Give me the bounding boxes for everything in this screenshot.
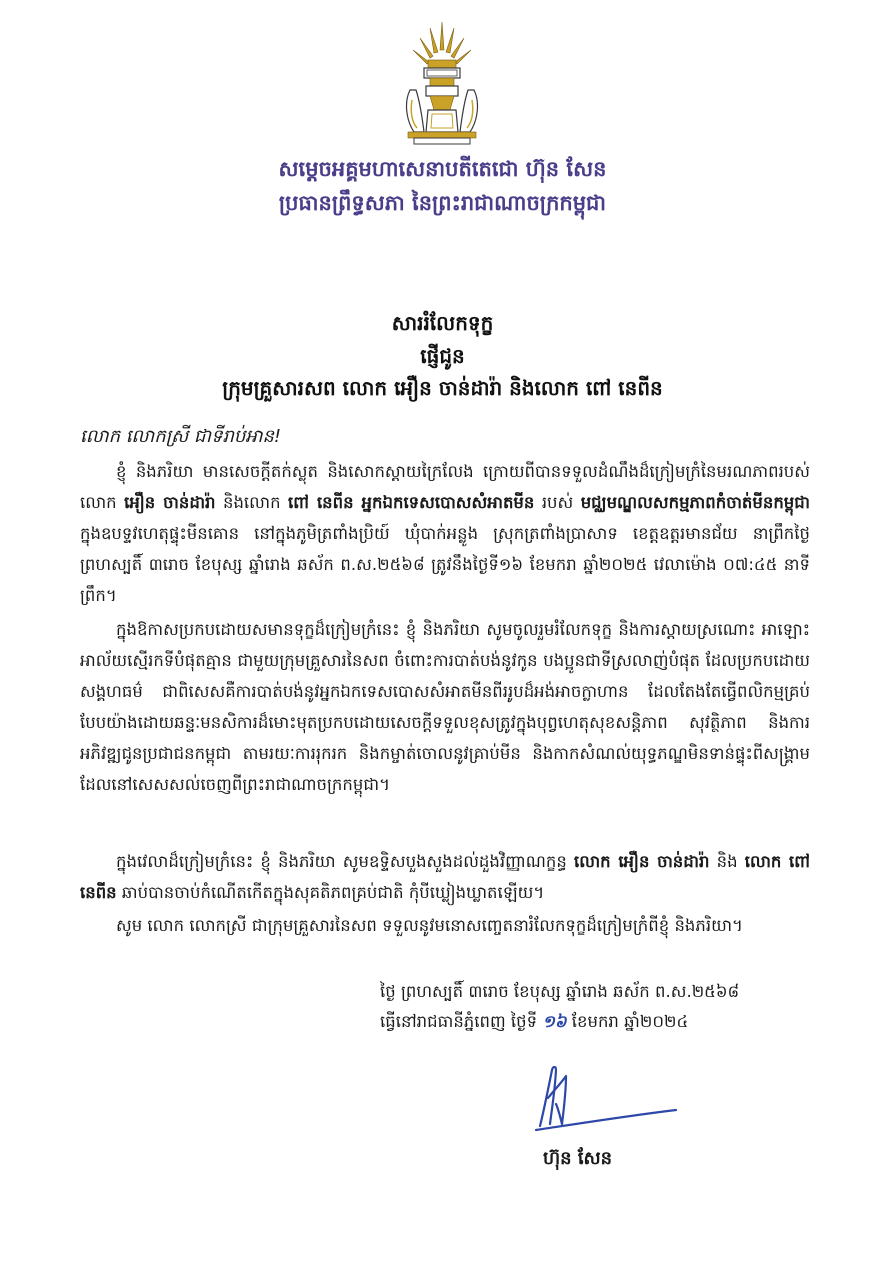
paragraph-1-text-a: ខ្ញុំ និងភរិយា មានសេចក្តីតក់ស្លុត និងសោកស្តាយក្រៃលែង ក្រោយពីបានទទួលដំណឹងដ៏ក្រៀមក្រំនៃមរណភាពរបស់ លោក (80, 462, 810, 512)
paragraph-1-organization: មជ្ឈមណ្ឌលសកម្មភាពកំចាត់មីនកម្ពុជា (580, 493, 810, 512)
letterhead-name: សម្តេចអគ្គមហាសេនាបតីតេជោ ហ៊ុន សែន (278, 157, 607, 181)
paragraph-1-text-c: និងលោក (215, 493, 289, 512)
place-date-suffix: ខែមករា ឆ្នាំ២០២៤ (566, 1012, 689, 1031)
letter-sent-to: ផ្ញើជូន (420, 344, 465, 368)
letter-recipients: ក្រុមគ្រួសារសព លោក អឿន ចាន់ដារ៉ា និងលោក ពៅ នេពីន (222, 376, 663, 400)
paragraph-4: សូម លោក លោកស្រី ជាក្រុមគ្រួសារនៃសព ទទួលនូវមនោសញ្ចេតនារំលែកទុក្ខដ៏ក្រៀមក្រំពីខ្ញុំ និងភរិយា។ (116, 916, 743, 935)
paragraph-1 (80, 456, 810, 611)
paragraph-3-text-d: ឆាប់បានចាប់កំណើតកើតក្នុងសុគតិភពគ្រប់ជាតិ កុំបីឃ្លៀងឃ្លាតឡើយ។ (116, 883, 545, 902)
paragraph-3-name-2: លោក ពៅ នេពីន (80, 852, 811, 902)
signer-name: ហ៊ុន សែន (543, 1148, 613, 1169)
signature-image (526, 1060, 686, 1140)
letter-title: សាររំលែកទុក្ខ (391, 311, 494, 335)
paragraph-2: ក្នុងឱកាសប្រកបដោយសមានទុក្ខដ៏ក្រៀមក្រំនេះ ខ្ញុំ និងភរិយា សូមចូលរួមរំលែកទុក្ខ និងការស្តាយស្រណោះ អាឡោះអាល័យស្មើរកទីបំផុតគ្មាន ជាមួយក្រុមគ្រួសារនៃសព ចំពោះការបាត់បង់នូវកូន បងប្អូនជាទីស្រលាញ់បំផុត ដែលប្រកបដោយសង្គហធម៌ ជាពិសេសគឺការបាត់បង់នូវអ្នកឯកទេសបោសសំអាតមីនពីររូបដ៏អង់អាចក្លាហាន ដែលតែងតែធ្វើពលិកម្មគ្រប់បែបយ៉ាងដោយឆន្ទៈមនសិការដ៏មោះមុតប្រកបដោយសេចក្តីទទួលខុសត្រូវក្នុងបុព្វហេតុសុខសន្តិភាព សុវត្ថិភាព និងការអភិវឌ្ឍជូនប្រជាជនកម្ពុជា តាមរយៈការរុករក និងកម្ចាត់ចោលនូវគ្រាប់មីន និងកាកសំណល់យុទ្ធភណ្ឌមិនទាន់ផ្ទុះពីសង្គ្រាម ដែលនៅសេសសល់ចេញពីព្រះរាជាណាចក្រកម្ពុជា។ (80, 620, 810, 794)
paragraph-1-name-2: ពៅ នេពីន អ្នកឯកទេសបោសសំអាតមីន (288, 493, 535, 512)
paragraph-3 (80, 846, 810, 908)
paragraph-3-text-c: និង (709, 852, 745, 871)
paragraph-1-name-1: អឿន ចាន់ដារ៉ា (124, 493, 216, 512)
senate-emblem-icon (400, 20, 484, 148)
paragraph-3-name-1: លោក អឿន ចាន់ដារ៉ា (574, 852, 710, 871)
paragraph-1-text-d: របស់ (534, 493, 581, 512)
place-date-prefix: ធ្វើនៅរាជធានីភ្នំពេញ ថ្ងៃទី (380, 1012, 543, 1031)
lunar-date: ថ្ងៃ ព្រហស្បតិ៍ ៣រោច ខែបុស្ស ឆ្នាំរោង ឆស័ក ព.ស.២៥៦៨ (380, 982, 740, 1001)
handwritten-day: ១៦ (542, 1012, 567, 1031)
paragraph-1-text-e: ក្នុងឧបទ្ទវហេតុផ្ទុះមីនគោន នៅក្នុងភូមិត្រពាំងប្រិយ៍ ឃុំបាក់អន្លូង ស្រុកត្រពាំងប្រាសាទ ខេត្តឧត្តរមានជ័យ នាព្រឹកថ្ងៃព្រហស្បតិ៍ ៣រោច ខែបុស្ស ឆ្នាំរោង ឆស័ក ព.ស.២៥៦៨ ត្រូវនឹងថ្ងៃទី១៦ ខែមករា ឆ្នាំ២០២៥ វេលាម៉ោង ០៧:៤៥ នាទីព្រឹក។ (80, 524, 810, 605)
paragraph-3-text-a: ក្នុងវេលាដ៏ក្រៀមក្រំនេះ ខ្ញុំ និងភរិយា សូមឧទ្ទិសបួងសួងដល់ដួងវិញ្ញាណក្ខន្ធ (116, 852, 574, 871)
salutation: លោក លោកស្រី ជាទីរាប់អាន! (80, 426, 282, 447)
place-date (380, 1012, 810, 1036)
letterhead-position: ប្រធានព្រឹទ្ធសភា នៃព្រះរាជាណាចក្រកម្ពុជា (278, 191, 607, 215)
